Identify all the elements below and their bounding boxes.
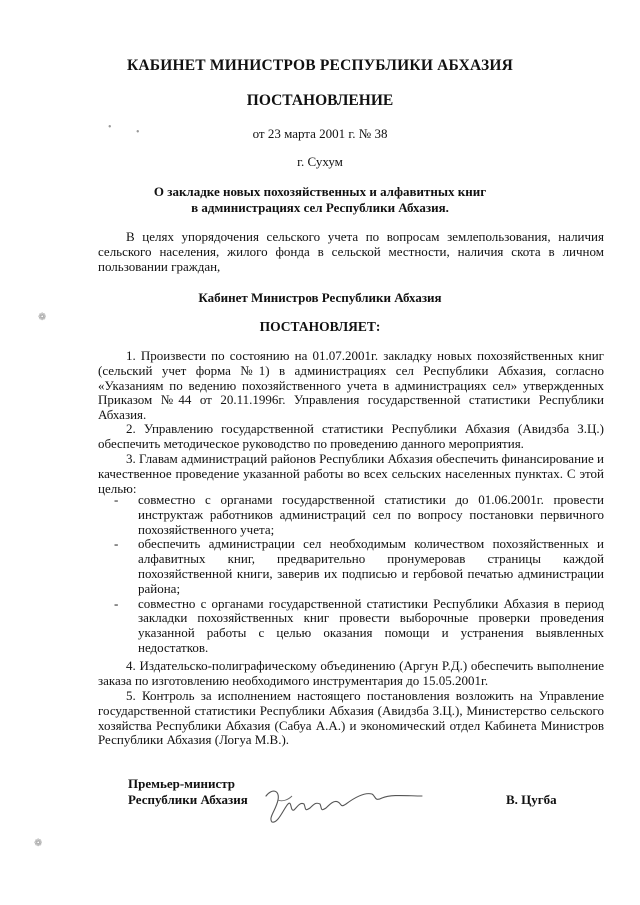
organization-heading: КАБИНЕТ МИНИСТРОВ РЕСПУБЛИКИ АБХАЗИЯ <box>126 57 514 74</box>
city: г. Сухум <box>297 154 343 169</box>
handwritten-signature <box>258 778 428 828</box>
scan-speck: • <box>108 122 112 133</box>
date-number: от 23 марта 2001 г. № 38 <box>252 126 388 141</box>
list-item-text: совместно с органами государственной статистики до 01.06.2001г. провести инструктаж работников администраций сел по вопросу постановки первичного похозяйственного учета; <box>138 492 604 537</box>
scan-speck: ❁ <box>34 838 43 849</box>
bullet-dash: - <box>114 492 119 507</box>
list-item <box>98 537 604 596</box>
paragraph-1: 1. Произвести по состоянию на 01.07.2001г. закладку новых похозяйственных книг (сельский учет форма №1) в администрациях сел Республики Абхазия, согласно «Указаниям по ведению похозяйственного учета в администрациях сел» утвержденных Приказом №44 от 20.11.1996г. Управления государственной статистики Республики Абхазия. <box>98 348 604 423</box>
paragraph-4: 4. Издательско-полиграфическому объединению (Аргун Р.Д.) обеспечить выполнение заказа по изготовлению необходимого инструментария до 15.05.2001г. <box>98 658 604 688</box>
paragraph-5: 5. Контроль за исполнением настоящего постановления возложить на Управление государственной статистики Республики Абхазия (Авидзба З.Ц.), Министерство сельского хозяйства Республики Абхазия (Сабуа А.А.) и экономический отдел Кабинета Министров Республики Абхазия (Логуа М.В.). <box>98 688 604 748</box>
document-type-heading: ПОСТАНОВЛЕНИЕ <box>246 92 394 109</box>
intro-paragraph: В целях упорядочения сельского учета по вопросам землепользования, наличия сельского населения, жилого фонда в сельской местности, наличия скота в личном пользовании граждан, <box>98 229 604 274</box>
paragraph-3: 3. Главам администраций районов Республики Абхазия обеспечить финансирование и качественное проведение указанной работы во всех сельских населенных пунктах. С этой целью: <box>98 451 604 496</box>
list-item-text: обеспечить администрации сел необходимым количеством похозяйственных и алфавитных книг, предварительно пронумеровав страницы каждой похозяйственной книги, заверив их подписью и гербовой печатью администрации района; <box>138 536 604 596</box>
bullet-dash: - <box>114 595 119 611</box>
scan-speck: ❁ <box>38 312 47 323</box>
list-item <box>98 493 604 537</box>
list-item-text: совместно с органами государственной статистики Республики Абхазия в период закладки похозяйственных книг провести выборочные проверки проведения указанной работы с целью оказания помощи и устранения выявленных недостатков. <box>138 595 604 655</box>
list-item <box>98 597 604 656</box>
position-line-2: Республики Абхазия <box>128 792 248 807</box>
signatory-position <box>128 776 248 808</box>
bullet-dash: - <box>114 536 119 552</box>
cabinet-heading: Кабинет Министров Республики Абхазия <box>198 290 442 305</box>
document-title <box>0 184 640 216</box>
title-line-2: в администрациях сел Республики Абхазия. <box>191 200 449 215</box>
paragraph-2: 2. Управлению государственной статистики Республики Абхазия (Авидзба З.Ц.) обеспечить методическое руководство по проведению данного мероприятия. <box>98 421 604 451</box>
signatory-name: В. Цугба <box>506 792 557 807</box>
bullet-list <box>98 493 604 656</box>
position-line-1: Премьер-министр <box>128 776 236 791</box>
resolves-heading: ПОСТАНОВЛЯЕТ: <box>259 319 381 334</box>
title-line-1: О закладке новых похозяйственных и алфавитных книг <box>153 184 487 199</box>
scan-speck: • <box>136 127 140 138</box>
